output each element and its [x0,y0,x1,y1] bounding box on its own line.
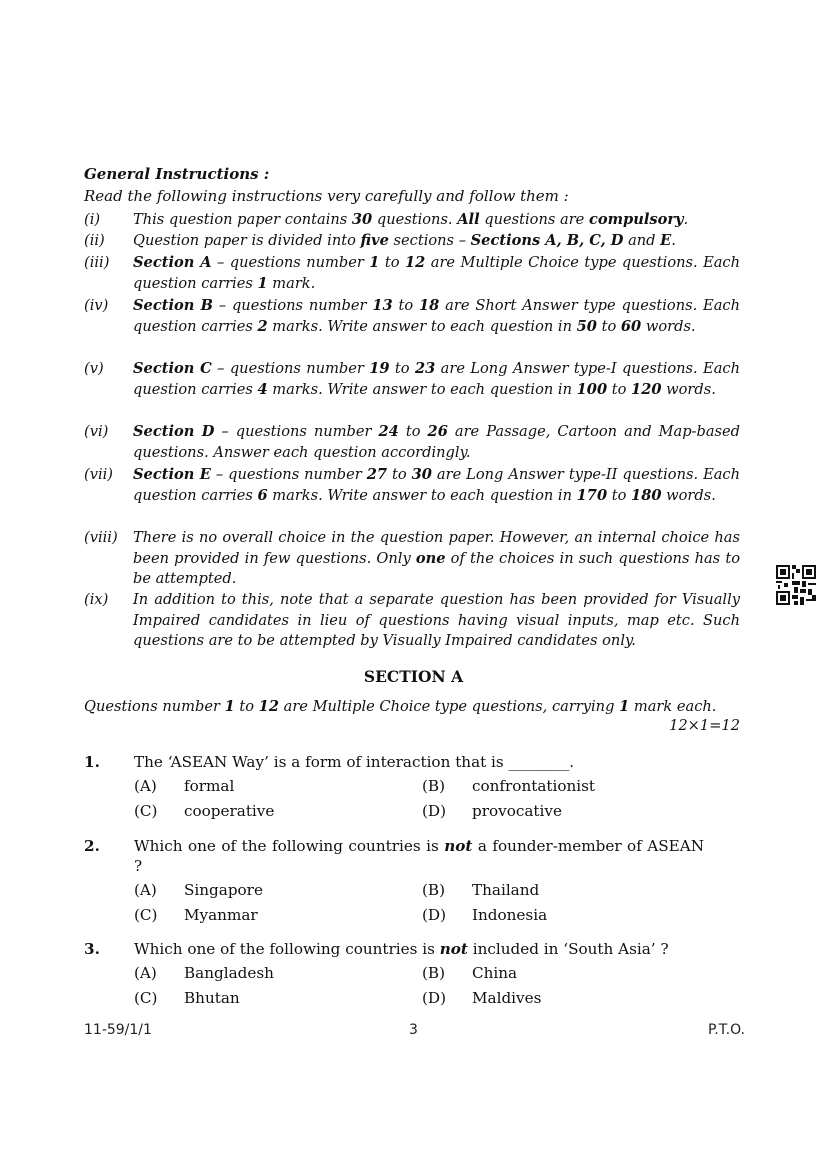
option-text: Thailand [472,881,540,899]
paper-code: 11-59/1/1 [84,1022,152,1038]
instruction-number: (v) [84,360,104,377]
option-b [422,964,517,982]
option-b [422,881,539,899]
option-text: Myanmar [184,906,258,924]
instruction-number: (iv) [84,297,109,314]
question-text: Which one of the following countries is not included in ‘South Asia’ ? [134,940,669,958]
option-label: (A) [134,881,157,899]
option-text: provocative [472,802,562,820]
instruction-item [84,231,740,252]
instruction-item [84,253,740,294]
instruction-number: (ii) [84,232,105,249]
general-instructions-intro: Read the following instructions very carefully and follow them : [84,187,569,205]
instruction-item [84,422,740,463]
instruction-item [84,590,740,652]
please-turn-over: P.T.O. [708,1022,745,1038]
option-text: formal [184,777,235,795]
option-text: Indonesia [472,906,548,924]
section-a-intro: Questions number 1 to 12 are Multiple Choice type questions, carrying 1 mark each. [84,698,717,715]
option-text: Singapore [184,881,263,899]
option-label: (D) [422,989,447,1007]
instruction-number: (vi) [84,423,109,440]
instruction-text: In addition to this, note that a separate question has been provided for Visually Impaired candidates in lieu of questions having visual inputs, map etc. Such questions are to be attempted by Visually Impaired candidates only. [133,591,740,649]
question-1 [84,752,740,772]
option-label: (B) [422,777,446,795]
option-label: (C) [134,802,158,820]
instruction-text: Section D – questions number 24 to 26 are Passage, Cartoon and Map-based questions. Answer each question accordingly. [133,423,740,461]
option-c [134,906,258,924]
instruction-text: Question paper is divided into five sections – Sections A, B, C, D and E. [133,232,676,249]
option-label: (C) [134,906,158,924]
page-number: 3 [409,1022,418,1038]
option-a [134,777,234,795]
instruction-text: This question paper contains 30 questions. All questions are compulsory. [133,211,689,228]
option-d [422,906,547,924]
option-label: (D) [422,802,447,820]
instruction-text: There is no overall choice in the question paper. However, an internal choice has been provided in few questions. Only one of the choices in such questions has to be attempted. [133,529,740,587]
question-number: 1. [84,753,100,771]
section-a-title: SECTION A [363,667,464,686]
instruction-item [84,465,740,506]
option-label: (A) [134,777,157,795]
option-d [422,802,562,820]
general-instructions-title: General Instructions : [84,165,270,183]
option-text: Maldives [472,989,542,1007]
option-a [134,881,263,899]
instruction-number: (iii) [84,254,110,271]
option-a [134,964,274,982]
option-b [422,777,595,795]
instruction-number: (i) [84,211,101,228]
option-c [134,989,240,1007]
option-label: (B) [422,881,446,899]
section-a-marks: 12×1=12 [669,717,740,734]
instruction-item [84,528,740,590]
instruction-item [84,210,740,231]
instruction-text: Section E – questions number 27 to 30 are Long Answer type-II questions. Each question carries 6 marks. Write answer to each question in 170 to 180 words. [133,466,740,504]
instruction-item [84,296,740,337]
instruction-item [84,359,740,400]
question-2 [84,836,740,876]
option-text: Bhutan [184,989,240,1007]
question-text: Which one of the following countries is not a founder-member of ASEAN ? [134,837,704,875]
instruction-number: (ix) [84,591,109,608]
option-text: China [472,964,518,982]
option-label: (B) [422,964,446,982]
instruction-text: Section B – questions number 13 to 18 are Short Answer type questions. Each question carries 2 marks. Write answer to each question in 50 to 60 words. [133,297,740,335]
option-text: cooperative [184,802,275,820]
option-label: (A) [134,964,157,982]
option-label: (D) [422,906,447,924]
question-3 [84,939,740,959]
question-text: The ‘ASEAN Way’ is a form of interaction that is ________. [134,753,575,771]
question-number: 3. [84,940,100,958]
instruction-text: Section C – questions number 19 to 23 are Long Answer type-I questions. Each question carries 4 marks. Write answer to each question in 100 to 120 words. [133,360,740,398]
question-number: 2. [84,837,100,855]
instruction-number: (viii) [84,529,118,546]
option-d [422,989,541,1007]
option-text: Bangladesh [184,964,274,982]
option-label: (C) [134,989,158,1007]
qr-code-icon [776,565,816,605]
instruction-number: (vii) [84,466,113,483]
instruction-text: Section A – questions number 1 to 12 are Multiple Choice type questions. Each question carries 1 mark. [133,254,740,292]
option-text: confrontationist [472,777,596,795]
option-c [134,802,274,820]
